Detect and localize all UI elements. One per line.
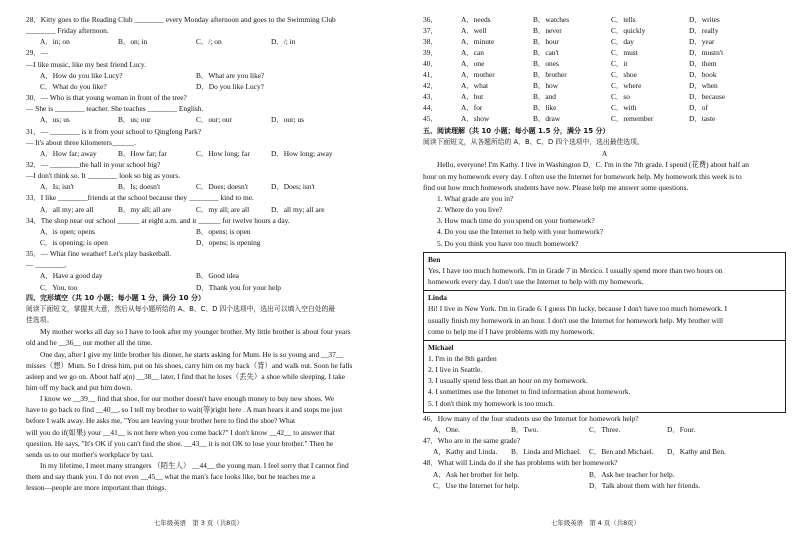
survey-question: 5. Do you think you have too much homework? [437, 238, 579, 248]
passage-line: sends us to our mother's workplace by taxi. [26, 449, 154, 459]
cloze-option[interactable]: D．really [689, 26, 719, 35]
cloze-option[interactable]: B．how [533, 81, 559, 90]
q48-options-1 [423, 469, 786, 480]
passage-line: I know we __39__ find that shoe, for our mother doesn't have enough money to buy new shoes. We [40, 394, 335, 404]
cloze-option[interactable]: A．needs [461, 15, 491, 24]
michael-text: 1. I'm in the 8th garden [428, 353, 497, 363]
q33-option-c[interactable]: C．my all; are all [196, 204, 250, 214]
cloze-option[interactable]: B．watches [533, 15, 570, 24]
q28-option-b[interactable]: B．on; in [118, 37, 148, 47]
q34-options-1 [26, 226, 387, 237]
q32-option-d[interactable]: D．Does; isn't [271, 182, 315, 192]
cloze-question-number: 40． [423, 59, 438, 68]
intro-line: hour on my homework every day. I often use the Internet for homework help. My homework this week is to [423, 171, 742, 181]
cloze-option[interactable]: B．and [533, 92, 556, 101]
q28-stem-cont: ________ Friday afternoon. [26, 26, 109, 36]
cloze-question-number: 44． [423, 103, 438, 112]
q29-option-d[interactable]: D．Do you like Lucy? [196, 81, 264, 91]
cloze-question-number: 45． [423, 114, 438, 123]
cloze-option[interactable]: A．mother [461, 70, 495, 79]
cloze-option[interactable]: A．what [461, 81, 489, 90]
ben-name: Ben [428, 254, 441, 264]
cloze-option[interactable]: B．can't [533, 48, 559, 57]
q48-option-c[interactable]: C．Use the Internet for help. [433, 480, 520, 490]
q31-option-a[interactable]: A．How far; away [40, 148, 97, 158]
q48-option-d[interactable]: D．Talk about them with her friends. [589, 480, 701, 490]
cloze-option[interactable]: D．them [689, 59, 717, 68]
michael-text: 3. I usually spend less than an hour on my homework. [428, 376, 588, 386]
q35-option-c[interactable]: C．You, too [40, 282, 78, 292]
q28-option-a[interactable]: A．in; on [40, 37, 70, 47]
passage-line: In my lifetime, I meet many strangers （陌生人） __44__ the young man. I feel sorry that I cannot find [40, 461, 349, 471]
linda-text: come to help me if I have problems with my homework. [428, 326, 595, 336]
q47-options [423, 446, 786, 457]
q30-option-b[interactable]: B．us; our [118, 115, 151, 125]
q33-options [26, 204, 387, 215]
cloze-option[interactable]: A．well [461, 26, 487, 35]
q35-option-d[interactable]: D．Thank you for your help [196, 282, 281, 292]
cloze-passage [26, 326, 387, 493]
q46-option-d[interactable]: D．Four. [667, 424, 696, 434]
cloze-question-number: 39． [423, 48, 438, 57]
q35-option-a[interactable]: A．Have a good day [40, 271, 103, 281]
q35-options-2 [26, 282, 387, 293]
cloze-option[interactable]: C．quickly [611, 26, 646, 35]
q46-options [423, 424, 786, 435]
cloze-option[interactable]: C．where [611, 81, 642, 90]
q34-option-a[interactable]: A．is open; opens [40, 226, 96, 236]
cloze-option[interactable]: D．mustn't [689, 48, 724, 57]
intro-line: find out how much homework students have now. Please help me answer some questions. [423, 182, 689, 192]
intro-line: Hello, everyone! I'm Kathy. I live in Washington D．C. I'm in the 7th grade. I spend (花费) about half an [437, 160, 749, 170]
cloze-option[interactable]: D．year [689, 37, 715, 46]
q30-option-d[interactable]: D．our; us [271, 115, 305, 125]
q47-option-b[interactable]: B．Linda and Michael. [511, 447, 581, 457]
q29-option-a[interactable]: A．How do you like Lucy? [40, 70, 123, 80]
cloze-question-number: 42． [423, 81, 438, 90]
section4-instructions-1: 阅读下面短文，掌握其大意，然后从每小题所给的 A、B、C、D 四个选项中，选出可以填入空白处的最 [26, 304, 336, 313]
cloze-option[interactable]: B．brother [533, 70, 567, 79]
cloze-options-table [423, 14, 786, 124]
q28-options [26, 36, 387, 47]
q30-stem-cont: — She is ________ teacher. She teaches ________ English. [26, 104, 204, 114]
survey-question: 2. Where do you live? [437, 205, 503, 215]
q32-options [26, 181, 387, 192]
q30-stem: 30．— Who is that young woman in front of the tree? [26, 93, 187, 103]
cloze-option[interactable]: C．with [611, 103, 637, 112]
q34-option-c[interactable]: C．is opening; is open [40, 238, 108, 247]
cloze-question-number: 38． [423, 37, 438, 46]
cloze-option[interactable]: A．can [461, 48, 484, 57]
passage-line: asleep and we go on. About half a(n) __38__ later, I find that he loses（丢失）a shoe while sleeping. I take [26, 371, 346, 381]
cloze-option[interactable]: A．for [461, 103, 483, 112]
michael-text: 5. I don't think my homework is too much. [428, 398, 555, 408]
q32-option-c[interactable]: C．Does; doesn't [196, 182, 249, 192]
q33-stem: 33．I like ________friends at the school because they ________ kind to me. [26, 193, 254, 203]
q34-option-b[interactable]: B．opens; is open [196, 226, 251, 236]
q48-option-a[interactable]: A．Ask her brother for help. [433, 469, 519, 479]
ben-answer-box [423, 252, 786, 291]
cloze-option[interactable]: C．remember [611, 114, 654, 123]
cloze-option[interactable]: A．minute [461, 37, 495, 46]
passage-line: One day, after I give my little brother his dinner, he starts asking for Mum. He is so young and __37__ [40, 349, 344, 359]
q29-option-c[interactable]: C．What do you like? [40, 81, 107, 91]
passage-line: misses（想）Mum. So I dress him, put on his shoes, carry him on my back（背）and walk out. Soon he falls [26, 360, 353, 370]
q31-option-d[interactable]: D．How long; away [271, 148, 333, 158]
q29-stem: 29．— [26, 48, 49, 58]
q28-option-d[interactable]: D．/; in [271, 37, 296, 47]
q33-option-b[interactable]: B．my all; all are [118, 204, 172, 214]
section4-instructions-2: 佳选项。 [26, 316, 54, 325]
passage-line: him off my back and put him down. [26, 382, 133, 392]
q29-options-1 [26, 70, 387, 81]
cloze-option[interactable]: A．show [461, 114, 490, 123]
michael-name: Michael [428, 342, 454, 352]
survey-question: 4. Do you use the Internet to help with your homework? [437, 227, 604, 237]
cloze-question-number: 37． [423, 26, 438, 35]
q28-option-c[interactable]: C．/; on [196, 37, 222, 47]
michael-text: 4. I sometimes use the Internet to find information about homework. [428, 387, 631, 397]
passage-line: question. He says, "It's OK if you can't find the shoe. __43__ it is not OK to lose your brother." Then he [26, 438, 334, 448]
q46-option-b[interactable]: B．Two. [511, 424, 539, 434]
cloze-option[interactable]: B．draw [533, 114, 561, 123]
page-footer: 七年级英语 第 4 页（共8页） [551, 519, 640, 527]
page-4 [397, 0, 794, 535]
survey-question: 1. What grade are you in? [437, 193, 514, 203]
cloze-option[interactable]: C．day [611, 37, 634, 46]
q35-options-1 [26, 270, 387, 281]
q48-stem: 48．What will Linda do if she has problems with her homework? [423, 458, 618, 468]
q30-options [26, 114, 387, 125]
q34-options-2 [26, 237, 387, 248]
q32-stem-cont: —I don't think so. It ________ look so big as yours. [26, 171, 181, 181]
cloze-question-number: 36． [423, 15, 438, 24]
ben-text: Yes, I have too much homework. I'm in Grade 7 in Mexico. I usually spend more than two hours on [428, 265, 723, 275]
passage-line: lesson—people are more important than things. [26, 483, 167, 493]
section5-title: 五、阅读理解（共 10 小题；每小题 1.5 分，满分 15 分） [423, 127, 610, 135]
q48-options-2 [423, 480, 786, 491]
q48-option-b[interactable]: B．Ask her teacher for help. [589, 469, 675, 479]
page-footer: 七年级英语 第 3 页（共8页） [154, 519, 243, 527]
q29-options-2 [26, 81, 387, 92]
passage-line: old and he __36__ our mother all the time. [26, 338, 153, 348]
linda-name: Linda [428, 293, 447, 303]
q28-stem: 28．Kitty goes to the Reading Club ________ every Monday afternoon and goes to the Swimming Club [26, 15, 336, 24]
cloze-option[interactable]: D．taste [689, 114, 716, 123]
q29-option-b[interactable]: B．What are you like? [196, 70, 265, 80]
linda-answer-box [423, 290, 786, 341]
q31-option-b[interactable]: B．How far; far [118, 148, 167, 158]
cloze-option[interactable]: B．like [533, 103, 557, 112]
michael-answer-box [423, 340, 786, 413]
cloze-option[interactable]: C．shoe [611, 70, 637, 79]
q31-stem-cont: — It's about three kilometers______. [26, 137, 136, 147]
cloze-option[interactable]: D．writes [689, 15, 720, 24]
passage-line: have to go back to find __40__, so I tell my brother to wait(等)right here . A man hears it and stops me just [26, 405, 343, 415]
q46-stem: 46．How many of the four students use the Internet for homework help? [423, 413, 639, 423]
q47-option-c[interactable]: C．Ben and Michael. [589, 447, 654, 457]
section5-instructions: 阅读下面短文，从各题所给的 A、B、C、D 四个选项中，选出最佳选项。 [423, 138, 644, 147]
q33-option-d[interactable]: D．all my; all are [271, 204, 325, 214]
q47-option-d[interactable]: D．Kathy and Ben. [667, 447, 726, 457]
q34-stem: 34．The shop near our school ______ at eight a.m. and it ______ for twelve hours a day. [26, 215, 290, 225]
q34-option-d[interactable]: D．opens; is opening [196, 238, 261, 247]
q46-option-c[interactable]: C．Three. [589, 424, 621, 434]
cloze-option[interactable]: B．never [533, 26, 562, 35]
cloze-option[interactable]: C．tells [611, 15, 636, 24]
q32-option-b[interactable]: B．Is; doesn't [118, 182, 161, 192]
q31-options [26, 148, 387, 159]
q31-stem: 31．— ________ is it from your school to Qingfeng Park? [26, 126, 202, 136]
q47-stem: 47．Who are in the same grade? [423, 436, 521, 446]
q35-option-b[interactable]: B．Good idea [196, 271, 239, 281]
q30-option-c[interactable]: C．our; our [196, 115, 232, 125]
cloze-question-number: 43． [423, 92, 438, 101]
cloze-option[interactable]: C．so [611, 92, 630, 101]
linda-text: usually finish my homework in an hour. I don't use the Internet for homework help. My brother will [428, 315, 724, 325]
passage-line: them and say thank you. I do not even __45__ what the man's face looks like, but he teaches me a [26, 472, 316, 482]
survey-question: 3. How much time do you spend on your homework? [437, 216, 595, 226]
cloze-option[interactable]: D．when [689, 81, 718, 90]
cloze-option[interactable]: D．because [689, 92, 726, 101]
linda-text: Hi! I live in New York. I'm in Grade 6. I guess I'm lucky, because I don't have too much homework. I [428, 304, 728, 314]
cloze-option[interactable]: C．must [611, 48, 638, 57]
passage-line: before I walk away. He asks me, "You are leaving your brother here to find the shoe? What [26, 416, 296, 426]
passage-a-label: A [601, 149, 608, 159]
cloze-option[interactable]: C．it [611, 59, 628, 68]
michael-text: 2. I live in Seattle. [428, 365, 483, 375]
q35-stem: 35．— What fine weather! Let's play basketball. [26, 249, 172, 259]
q47-option-a[interactable]: A．Kathy and Linda. [433, 447, 498, 457]
cloze-option[interactable]: A．but [461, 92, 484, 101]
q46-option-a[interactable]: A．One. [433, 424, 460, 434]
cloze-option[interactable]: D．book [689, 70, 717, 79]
section4-title: 四、完形填空（共 10 小题；每小题 1 分，满分 10 分） [26, 293, 205, 302]
ben-text: homework every day. I don't use the Internet to help with my homework. [428, 277, 644, 287]
q33-option-a[interactable]: A．all my; are all [40, 204, 94, 214]
cloze-option[interactable]: D．of [689, 103, 708, 112]
cloze-option[interactable]: B．hour [533, 37, 559, 46]
q35-stem-cont: — ________. [26, 260, 67, 270]
cloze-option[interactable]: A．one [461, 59, 485, 68]
cloze-question-number: 41． [423, 70, 438, 79]
q31-option-c[interactable]: C．How long; far [196, 148, 250, 158]
q29-stem-cont: —I like music, like my best friend Lucy. [26, 59, 146, 69]
passage-line: will you do if(如果) your __41__ is not here when you come back?" I don't know __42__ to answer that [26, 427, 335, 437]
q32-stem: 32．— ________the hall in your school big? [26, 159, 161, 169]
q30-option-a[interactable]: A．us; us [40, 115, 70, 125]
cloze-option[interactable]: B．ones [533, 59, 559, 68]
q32-option-a[interactable]: A．Is; isn't [40, 182, 74, 192]
passage-line: My mother works all day so I have to look after my younger brother. My little brother is about four years [40, 327, 351, 337]
